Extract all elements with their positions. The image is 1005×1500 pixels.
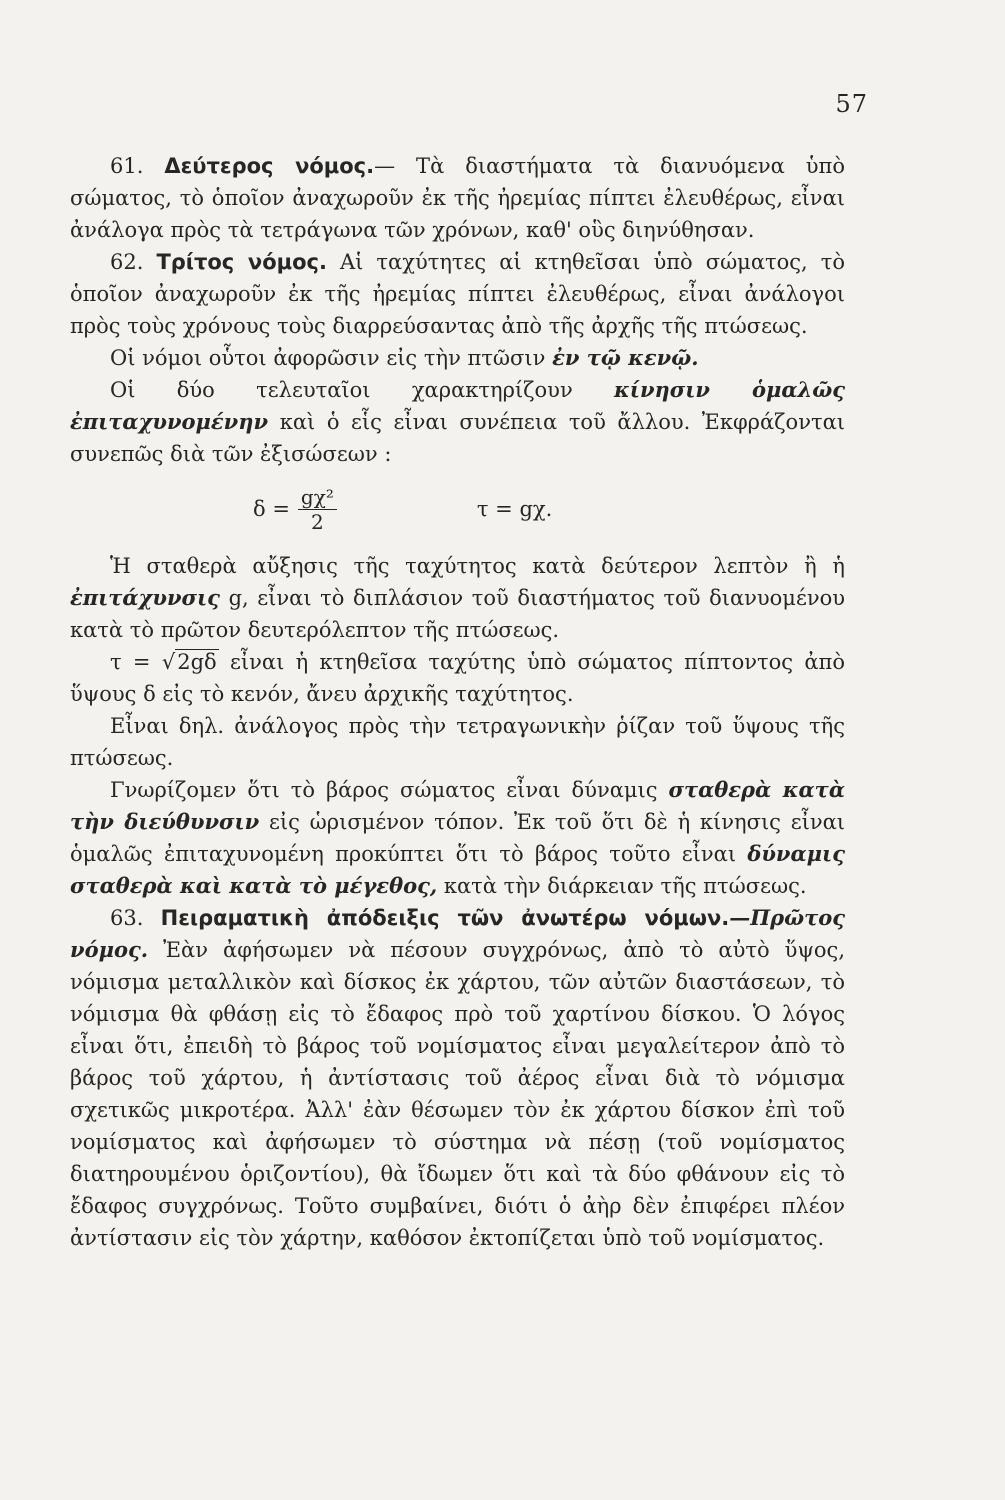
paragraph-sqrt	[70, 646, 845, 710]
distance-lhs: δ =	[253, 497, 290, 521]
paragraph-63	[70, 902, 845, 1254]
two-laws-text-2: καὶ ὁ εἷς εἶναι συνέπεια τοῦ ἄλλου. Ἐκφράζονται συνεπῶς διὰ τῶν ἐξισώσεων :	[70, 410, 845, 466]
sqrt-radicand: 2gδ	[177, 650, 217, 674]
section-title-62: Τρίτος νόμος.	[156, 250, 327, 274]
paragraph-proportional: Εἶναι δηλ. ἀνάλογος πρὸς τὴν τετραγωνικὴν ῥίζαν τοῦ ὕψους τῆς πτώσεως.	[70, 714, 845, 770]
paragraph-weight	[70, 774, 845, 902]
section-number-61: 61.	[110, 154, 144, 178]
distance-equation	[253, 485, 337, 534]
sqrt-text: εἶναι ἡ κτηθεῖσα ταχύτης ὑπὸ σώματος πίπτοντος ἀπὸ ὕψους δ εἰς τὸ κενόν, ἄνευ ἀρχικῆς ταχύτητος.	[70, 650, 845, 706]
laws-text: Οἱ νόμοι οὗτοι ἀφορῶσιν εἰς τὴν πτῶσιν	[110, 346, 553, 370]
section-subtitle-63: —Πρῶτος νόμος.	[70, 905, 845, 962]
weight-text-1: Γνωρίζομεν ὅτι τὸ βάρος σώματος εἶναι δύναμις	[110, 778, 669, 802]
paragraph-laws	[70, 342, 845, 374]
sqrt-lhs: τ = √	[110, 650, 176, 674]
section-number-62: 62.	[110, 250, 144, 274]
weight-text-2: εἰς ὡρισμένον τόπον. Ἐκ τοῦ ὅτι δὲ ἡ κίνησις εἶναι ὁμαλῶς ἐπιταχυνομένη προκύπτει ὅτι τὸ βάρος τοῦτο εἶναι	[70, 810, 846, 866]
paragraph-acceleration	[70, 550, 845, 646]
two-laws-text-1: Οἱ δύο τελευταῖοι χαρακτηρίζουν	[110, 378, 615, 402]
acceleration-text-2: g, εἶναι τὸ διπλάσιον τοῦ διαστήματος τοῦ διανυομένου κατὰ τὸ πρῶτον δευτερόλεπτον τῆς πτώσεως.	[70, 586, 845, 642]
paragraph-61-text: — Τὰ διαστήματα τὰ διανυόμενα ὑπὸ σώματος, τὸ ὁποῖον ἀναχωροῦν ἐκ τῆς ἠρεμίας πίπτει ἐλευθέρως, εἶναι ἀνάλογα πρὸς τὰ τετράγωνα τῶν χρόνων, καθ' οὓς διηνύθησαν.	[70, 154, 845, 242]
paragraph-62-text: Αἱ ταχύτητες αἱ κτηθεῖσαι ὑπὸ σώματος, τὸ ὁποῖον ἀναχωροῦν ἐκ τῆς ἠρεμίας πίπτει ἐλευθέρως, εἶναι ἀνάλογοι πρὸς τοὺς χρόνους τοὺς διαρρεύσαντας ἀπὸ τῆς ἀρχῆς τῆς πτώσεως.	[70, 250, 846, 338]
section-title-63: Πειραματικὴ ἀπόδειξις τῶν ἀνωτέρω νόμων.	[160, 906, 730, 930]
velocity-equation: τ = gχ.	[476, 497, 553, 521]
weight-text-3: κατὰ τὴν διάρκειαν τῆς πτώσεως.	[437, 874, 807, 898]
acceleration-text-1: Ἡ σταθερὰ αὔξησις τῆς ταχύτητος κατὰ δεύτερον λεπτὸν ἢ ἡ	[110, 554, 845, 578]
distance-numerator: gχ²	[298, 485, 337, 510]
two-laws-emphasis: κίνησιν ὁμαλῶς ἐπιταχυνομένην	[70, 377, 846, 434]
section-title-61: Δεύτερος νόμος.	[164, 154, 375, 178]
paragraph-61	[70, 150, 845, 246]
page-body	[70, 150, 845, 1254]
distance-fraction	[298, 485, 337, 534]
paragraph-63-text: Ἐὰν ἀφήσωμεν νὰ πέσουν συγχρόνως, ἀπὸ τὸ αὐτὸ ὕψος, νόμισμα μεταλλικὸν καὶ δίσκος ἐκ χάρτου, τῶν αὐτῶν διαστάσεων, τὸ νόμισμα θὰ φθάσῃ εἰς τὸ ἔδαφος πρὸ τοῦ χαρτίνου δίσκου. Ὁ λόγος εἶναι ὅτι, ἐπειδὴ τὸ βάρος τοῦ νομίσματος εἶναι μεγαλείτερον ἀπὸ τὸ βάρος τοῦ χάρτου, ἡ ἀντίστασις τοῦ ἀέρος εἶναι διὰ τὸ νόμισμα σχετικῶς μικροτέρα. Ἀλλ' ἐὰν θέσωμεν τὸν ἐκ χάρτου δίσκον ἐπὶ τοῦ νομίσματος καὶ ἀφήσωμεν τὸ σύστημα νὰ πέσῃ (τοῦ νομίσματος διατηρουμένου ὁριζοντίου), θὰ ἴδωμεν ὅτι καὶ τὰ δύο φθάνουν εἰς τὸ ἔδαφος συγχρόνως. Τοῦτο συμβαίνει, διότι ὁ ἀὴρ δὲν ἐπιφέρει πλέον ἀντίστασιν εἰς τὸν χάρτην, καθόσον ἐκτοπίζεται ὑπὸ τοῦ νομίσματος.	[70, 938, 845, 1250]
paragraph-two-laws	[70, 374, 845, 470]
acceleration-emphasis: ἐπιτάχυνσις	[70, 585, 220, 610]
laws-emphasis: ἐν τῷ κενῷ.	[552, 345, 699, 370]
distance-denominator: 2	[311, 509, 324, 534]
page-number: 57	[835, 90, 868, 118]
equations	[70, 480, 845, 538]
paragraph-62	[70, 246, 845, 342]
section-number-63: 63.	[110, 906, 144, 930]
weight-emphasis-1: σταθερὰ κατὰ τὴν διεύθυνσιν	[70, 777, 845, 834]
weight-emphasis-2: δύναμις σταθερὰ καὶ κατὰ τὸ μέγεθος,	[70, 841, 845, 898]
